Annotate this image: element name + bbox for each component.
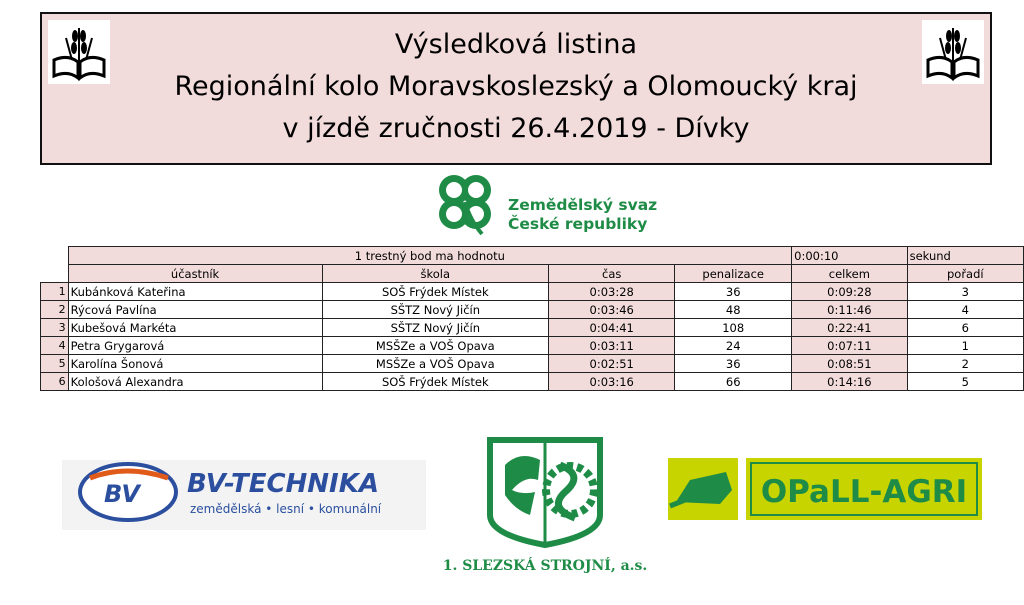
column-header-row xyxy=(41,265,1024,283)
zs-line-1: Zemědělský svaz xyxy=(508,196,658,214)
bv-technika-logo xyxy=(62,460,426,530)
total-cell: 0:08:51 xyxy=(792,355,907,373)
table-row xyxy=(41,319,1024,337)
title-banner xyxy=(40,12,992,165)
time-cell: 0:03:28 xyxy=(549,283,675,301)
participant-name: Karolína Šonová xyxy=(68,355,322,373)
school-name: MSŠZe a VOŠ Opava xyxy=(322,355,549,373)
rank-cell: 3 xyxy=(907,283,1023,301)
row-number: 2 xyxy=(41,301,69,319)
bv-tagline: zemědělská • lesní • komunální xyxy=(190,502,382,516)
rank-cell: 5 xyxy=(907,373,1023,391)
rank-cell: 2 xyxy=(907,355,1023,373)
penalty-label: 1 trestný bod ma hodnotu xyxy=(68,247,792,265)
opall-name: OPaLL-AGRI xyxy=(760,474,968,510)
penalty-cell: 36 xyxy=(675,355,792,373)
column-header: účastník xyxy=(68,265,322,283)
rank-cell: 6 xyxy=(907,319,1023,337)
rank-cell: 4 xyxy=(907,301,1023,319)
total-cell: 0:07:11 xyxy=(792,337,907,355)
title-line-1: Výsledková listina xyxy=(394,29,638,60)
penalty-cell: 108 xyxy=(675,319,792,337)
total-cell: 0:22:41 xyxy=(792,319,907,337)
school-name: SŠTZ Nový Jičín xyxy=(322,319,549,337)
column-header: škola xyxy=(322,265,549,283)
time-cell: 0:04:41 xyxy=(549,319,675,337)
zemedelsky-svaz-logo xyxy=(430,170,680,238)
slezska-strojni-logo xyxy=(443,440,648,574)
penalty-info-row xyxy=(41,247,1024,265)
column-header: pořadí xyxy=(907,265,1023,283)
table-row xyxy=(41,373,1024,391)
participant-name: Petra Grygarová xyxy=(68,337,322,355)
school-name: SOŠ Frýdek Místek xyxy=(322,373,549,391)
time-cell: 0:03:11 xyxy=(549,337,675,355)
time-cell: 0:03:16 xyxy=(549,373,675,391)
table-row xyxy=(41,355,1024,373)
page-title xyxy=(42,24,990,150)
penalty-cell: 36 xyxy=(675,283,792,301)
bv-mark: BV xyxy=(104,480,140,508)
participant-name: Kubešová Markéta xyxy=(68,319,322,337)
school-name: SŠTZ Nový Jičín xyxy=(322,301,549,319)
school-name: MSŠZe a VOŠ Opava xyxy=(322,337,549,355)
row-number: 5 xyxy=(41,355,69,373)
table-row xyxy=(41,301,1024,319)
title-line-3: v jízdě zručnosti 26.4.2019 - Dívky xyxy=(282,113,750,144)
total-cell: 0:11:46 xyxy=(792,301,907,319)
participant-name: Kubánková Kateřina xyxy=(68,283,322,301)
rank-cell: 1 xyxy=(907,337,1023,355)
title-line-2: Regionální kolo Moravskoslezský a Olomoucký kraj xyxy=(174,71,858,102)
opall-agri-logo xyxy=(668,458,982,520)
participant-name: Kološová Alexandra xyxy=(68,373,322,391)
total-cell: 0:09:28 xyxy=(792,283,907,301)
penalty-value: 0:00:10 xyxy=(792,247,907,265)
row-number: 1 xyxy=(41,283,69,301)
results-table xyxy=(40,246,1024,391)
penalty-cell: 66 xyxy=(675,373,792,391)
row-number: 3 xyxy=(41,319,69,337)
time-cell: 0:03:46 xyxy=(549,301,675,319)
school-name: SOŠ Frýdek Místek xyxy=(322,283,549,301)
column-header: čas xyxy=(549,265,675,283)
four-leaf-clover-icon xyxy=(430,170,502,238)
bv-name: BV-TECHNIKA xyxy=(187,469,380,499)
slezska-name: 1. SLEZSKÁ STROJNÍ, a.s. xyxy=(442,558,648,574)
column-header: penalizace xyxy=(675,265,792,283)
time-cell: 0:02:51 xyxy=(549,355,675,373)
total-cell: 0:14:16 xyxy=(792,373,907,391)
table-row xyxy=(41,337,1024,355)
row-number: 6 xyxy=(41,373,69,391)
penalty-cell: 48 xyxy=(675,301,792,319)
zs-line-2: České republiky xyxy=(508,215,648,233)
column-header: celkem xyxy=(792,265,907,283)
sponsor-logos xyxy=(0,420,1024,605)
table-row xyxy=(41,283,1024,301)
row-number: 4 xyxy=(41,337,69,355)
participant-name: Rýcová Pavlína xyxy=(68,301,322,319)
penalty-unit: sekund xyxy=(907,247,1023,265)
penalty-cell: 24 xyxy=(675,337,792,355)
